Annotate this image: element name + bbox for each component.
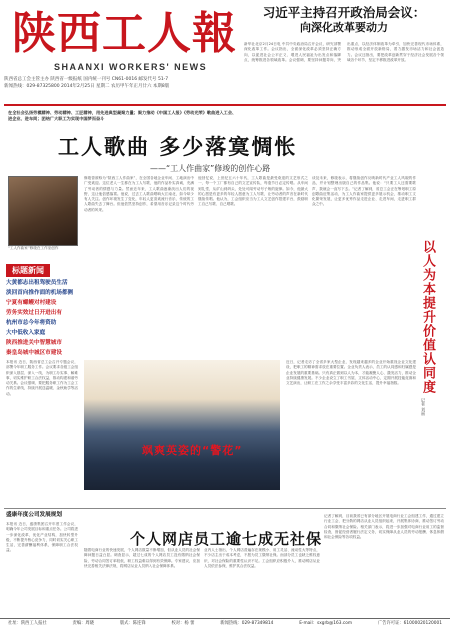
main-story-title[interactable]: 工人歌曲 多少落寞惆怅 bbox=[58, 135, 298, 159]
photo-caption: “工人作曲家”修竣在工作室创作 bbox=[8, 246, 59, 250]
bottom-left-title[interactable]: 盛康年度公司发展规划 bbox=[6, 512, 62, 518]
main-story-body-col2: 他回忆说，上世纪五六十年代，工人歌曲是最受欢迎的文艺形式之一，每一个工厂都有自己的文艺宣传队，每逢节日必定传唱。从车间到礼堂，从矿山到码头，处处可闻劳动号子般的旋律。如今，他最大的心愿是有更多的年轻人愿意为工人写歌，让劳动者的声音在新时代继续传唱。他认为，工会组织应当为工人文艺创作搭建平台，鼓励职工自己写歌、自己唱歌。 bbox=[198, 176, 308, 207]
sidebar-item[interactable]: 淡回首向推作面的机场都侧 bbox=[6, 290, 74, 296]
top-story-body: 新华社北京2月24日电 中共中央政治局召开会议，研究部署深化改革工作。会议指出，全面深化改革必须坚持正确方向，以促进社会公平正义、增进人民福祉为出发点和落脚点，统筹推进各领域改革。会议强调，要坚持问题导向，突出重点，以经济体制改革为牵引，加快完善现代市场体系，推动形成全面开放新格局，着力激发市场活力和社会创造力。会议还指出，要把改革创新贯穿于经济社会发展各个领域各个环节，坚定不移推进改革开放。 bbox=[244, 42, 444, 62]
vertical-feature-title[interactable]: 以人为本提升价值认同度 bbox=[420, 240, 435, 394]
masthead-info-line1: 陕西省总工会主管主办 陕西省一级报纸 国内统一刊号 CN61-0016 邮发代号 51-7 bbox=[4, 77, 169, 82]
bottom-main-title[interactable]: 个人网店员工逾七成无社保 bbox=[130, 530, 323, 548]
main-story-body-col1: 修竣曾被称为“陕西工人作曲家”，在全国各地企业车间、工地演出中广受欢迎。这位老人一生都在为工人写歌，他的作品朴实真诚，充满了劳动者的情感与力量。然而近年来，工人歌曲逐渐淡出人们的视野，这让他倍感落寞。他说，过去工人歌曲唱响大江南北，如今却少有人关注。创作环境发生了变化，年轻人更喜欢流行音乐，传统的工人歌曲失去了舞台。但他依然坚持创作，希望用音乐记录这个时代劳动者的风采。 bbox=[84, 176, 194, 212]
footer-hotline: 新闻热线：029-87349814 bbox=[220, 621, 274, 626]
photo-banner-text: 飒爽英姿的“警花” bbox=[142, 444, 243, 457]
footer-email[interactable]: E-mail：sxgrb@163.com bbox=[299, 621, 353, 626]
top-story-headline[interactable] bbox=[244, 5, 444, 35]
sidebar-item[interactable]: 陕西推进关中智慧城市 bbox=[6, 340, 62, 346]
masthead-divider bbox=[4, 104, 446, 106]
footer-license: 广告许可证：61000020120001 bbox=[377, 621, 442, 626]
main-photo[interactable] bbox=[84, 360, 280, 490]
sidebar-body: 本报讯 近日，陕西省总工会召开专题会议，部署今年职工服务工作。会议要求各级工会组织深入基层、深入一线，为职工办实事、解难事，切实维护职工合法权益，推动构建和谐劳动关系。会议强调，要把服务职工作为工会工作的生命线，持续开展送温暖、金秋助学等活动。 bbox=[6, 360, 78, 396]
author-photo[interactable] bbox=[8, 176, 78, 246]
vertical-feature[interactable] bbox=[420, 240, 446, 415]
sidebar-item[interactable]: 大黄都志出租驾驶员生活 bbox=[6, 280, 68, 286]
sidebar-item[interactable]: 宁夏有螺鳗对村建设 bbox=[6, 300, 57, 306]
page-footer bbox=[0, 618, 450, 628]
sidebar-item[interactable]: 大中低收入家庭 bbox=[6, 330, 46, 336]
newspaper-logo-english: SHAANXI WORKERS' NEWS bbox=[54, 62, 208, 72]
main-story-intro: 在全社会弘扬劳模精神、劳动精神、工匠精神，用先进典型凝聚力量；聚力推动《中国工人报》《劳动光荣》歌曲进入工会、进企业、进车间；团结广大职工为实现中国梦而奋斗 bbox=[8, 110, 237, 121]
sidebar-item[interactable]: 秦皇岛城中城区市建设 bbox=[6, 350, 62, 356]
right-column-body: 近日，记者走访了全省多家大型企业，发现越来越多的企业开始重视企业文化建设，把职工的精神需求放在重要位置。企业负责人表示，员工的认同感和归属感是企业发展的重要基础。只有真正做到以人为本，才能凝聚人心、激发活力，推动企业持续健康发展。不少企业设立了职工书屋、文体活动中心，定期开展技能竞赛和文艺演出，让职工在工作之余享受丰富多彩的文化生活，提升幸福指数。 bbox=[286, 360, 416, 386]
footer-design: 版式：陈连锋 bbox=[119, 621, 146, 626]
masthead-info-line2: 新闻热线：029-87325800 2014年2月25日 星期二 农历甲午年正月廿六 本期8版 bbox=[4, 84, 170, 89]
bottom-body-col2: 业内人士指出，个人网店普遍存在规模小、用工灵活、流动性大等特点，不少店主出于成本考虑，不愿为员工缴纳社保。而部分员工也缺乏维权意识，对社会保险的重要性认识不足。工会组织应积极介入，推动网店从业人员依法参保，维护其合法权益。 bbox=[204, 548, 320, 568]
section-divider bbox=[4, 508, 446, 509]
bottom-body-col1: 随着电商行业的快速发展，个人网店数量不断增加，但从业人员的社会保障问题日益凸显。调查显示，超过七成的个人网店员工没有缴纳社会保险，劳动合同签订率较低，职工权益难以得到有效保障。专家建议，应加快完善相关法律法规，将网店从业人员纳入社会保障体系。 bbox=[84, 548, 200, 568]
main-story-body-col3: 谈及未来，修竣表示，将继续创作反映新时代产业工人风貌的作品，并计划整理出版自己的作品集。他说：“只要工人还需要歌声，我就会一直写下去。”记者了解到，省总工会正在筹划职工原创歌曲征集活动，为工人作曲家提供更多展示机会，推动职工文化繁荣发展，让更多优秀作品走进企业、走进车间，走进职工群众之中。 bbox=[312, 176, 416, 207]
top-story-subtitle[interactable]: 向深化改革要动力 bbox=[300, 21, 388, 34]
masthead bbox=[4, 6, 239, 94]
bottom-left-body: 本报讯 近日，盛康集团召开年度工作会议，明确今年公司发展目标和重点任务。公司将进一步深化改革，优化产业结构，加快转型升级，不断提升核心竞争力，同时切实关心职工生活，完善薪酬福利体系，保障职工合法权益。 bbox=[6, 522, 78, 553]
main-story-subtitle: ——“工人作曲家”修竣的创作心路 bbox=[150, 164, 271, 173]
sidebar-item[interactable]: 杭州市总今年将资助 bbox=[6, 320, 57, 326]
footer-address: 社址：陕西工人报社 bbox=[8, 621, 47, 626]
headline-news-sidebar bbox=[6, 258, 78, 480]
top-story-title[interactable]: 习近平主持召开政治局会议： bbox=[262, 5, 426, 20]
newspaper-logo[interactable]: 陕西工人報 bbox=[12, 8, 237, 59]
footer-editor: 责编：周晓 bbox=[72, 621, 95, 626]
masthead-info bbox=[4, 76, 239, 90]
headline-news-tag: 标题新闻 bbox=[6, 264, 50, 277]
bottom-body-col3: 记者了解到，目前我省已有部分地区开展电商行业工会组建工作，通过建立行业工会，把分散的网店从业人员组织起来，开展集体协商，推动签订劳动合同和缴纳社会保险。相关部门表示，将进一步加强对电商行业用工的监督检查，督促经营者履行法定义务，切实保障从业人员的劳动报酬、休息休假和社会保险等各项权益。 bbox=[324, 514, 444, 540]
vertical-feature-author: 记者 刘丽 bbox=[421, 398, 426, 416]
sidebar-item[interactable]: 劳务实效过日开进出有 bbox=[6, 310, 62, 316]
footer-proof: 校对：杨 蕾 bbox=[171, 621, 195, 626]
